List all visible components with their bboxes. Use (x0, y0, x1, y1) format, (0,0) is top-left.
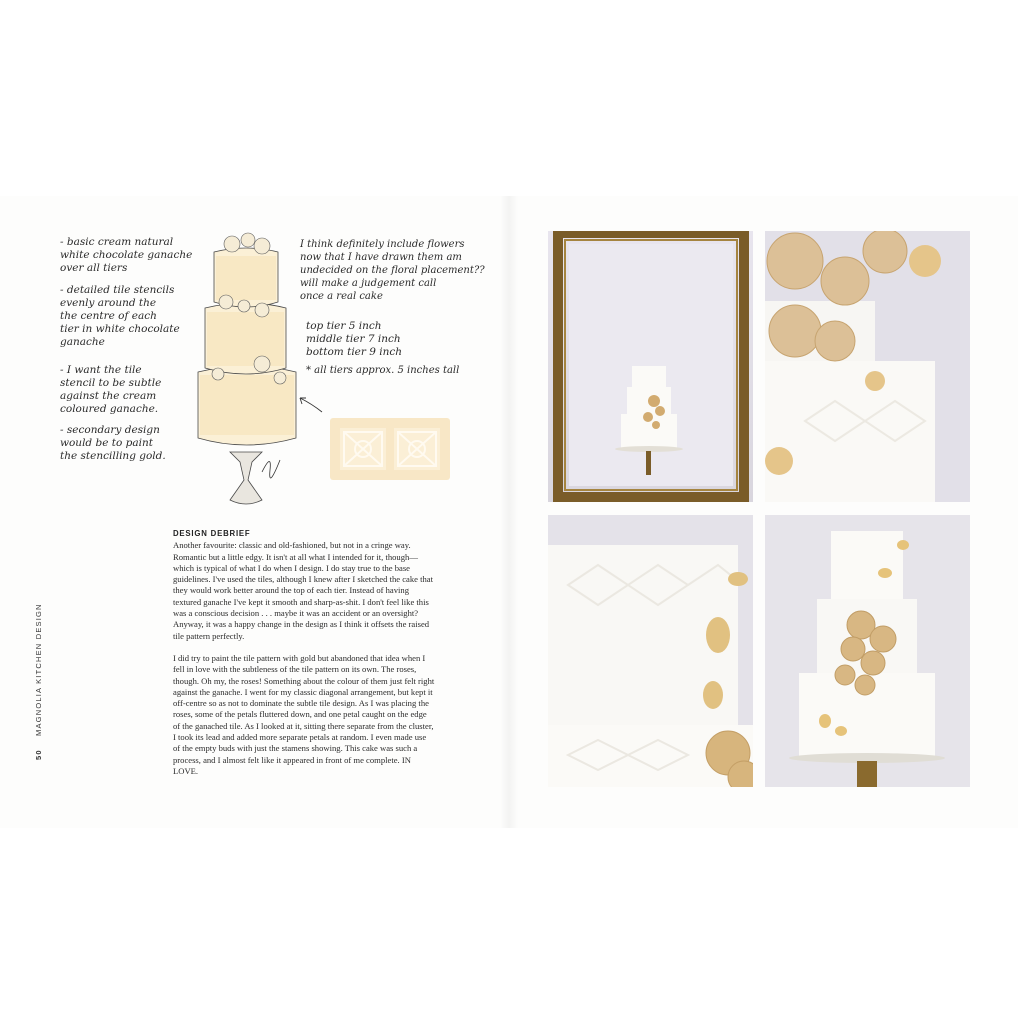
debrief-paragraph-1: Another favourite: classic and old-fashioned, but not in a cringe way. Romantic but a little edgy. It isn't at all what I intended for it, though—which is typical of what I do when I design. I do stay true to the base guidelines. I've used the tiles, although I knew after I sketched the cake that they would work better around the top of each tier. Instead of having textured ganache I've kept it smooth and sharp-as-shit. I don't feel like this was a conscious decision . . . maybe it was an accident or an oversight? Anyway, it was a happy change in the design as I think it offsets the raised tile pattern perfectly. (173, 540, 433, 641)
tile-stencil-swatch (330, 418, 450, 480)
photo-roses-closeup (765, 231, 970, 502)
photo-full-cake (765, 515, 970, 787)
page-number: 50 (34, 749, 43, 760)
debrief-heading: DESIGN DEBRIEF (173, 529, 251, 538)
running-head-title: MAGNOLIA KITCHEN DESIGN (34, 603, 43, 736)
debrief-paragraph-2: I did try to paint the tile pattern with gold but abandoned that idea when I fell in love with the subtleness of the tile pattern on its own. The roses, though. Oh my, the roses! Something about the colour of them just felt right against the ganache. I went for my classic diagonal arrangement, but kept it off-centre so as not to dominate the subtle tile design. As I was placing the roses, some of the petals fluttered down, and one petal caught on the edge of the ganached tile. As I looked at it, sitting there separate from the cluster, I took its lead and added more separate petals at random. I even made use of the empty buds with just the stamens showing. This cake was such a process, and I almost felt like it appeared in front of me complete. IN LOVE. (173, 652, 435, 776)
tile-pattern-left (340, 428, 386, 470)
sketch-note-secondary: - secondary design would be to paint the stencilling gold. (60, 424, 166, 462)
sketch-note-base: - basic cream natural white chocolate ganache over all tiers (60, 236, 193, 274)
sketch-note-tiles: - detailed tile stencils evenly around the the centre of each tier in white chocolate ganache (60, 284, 180, 348)
sketch-note-tier-height: * all tiers approx. 5 inches tall (306, 365, 460, 376)
sketch-note-flowers: I think definitely include flowers now that I have drawn them am undecided on the floral placement?? will make a judgement call once a real cake (300, 239, 485, 302)
sketch-note-subtle: - I want the tile stencil to be subtle against the cream coloured ganache. (60, 364, 162, 415)
design-debrief (173, 528, 435, 788)
photo-cake-in-gold-frame (548, 231, 753, 502)
photo-tile-pattern-closeup (548, 515, 753, 787)
sketch-note-tier-sizes: top tier 5 inch middle tier 7 inch bottom tier 9 inch (306, 320, 403, 358)
tile-pattern-right (394, 428, 440, 470)
